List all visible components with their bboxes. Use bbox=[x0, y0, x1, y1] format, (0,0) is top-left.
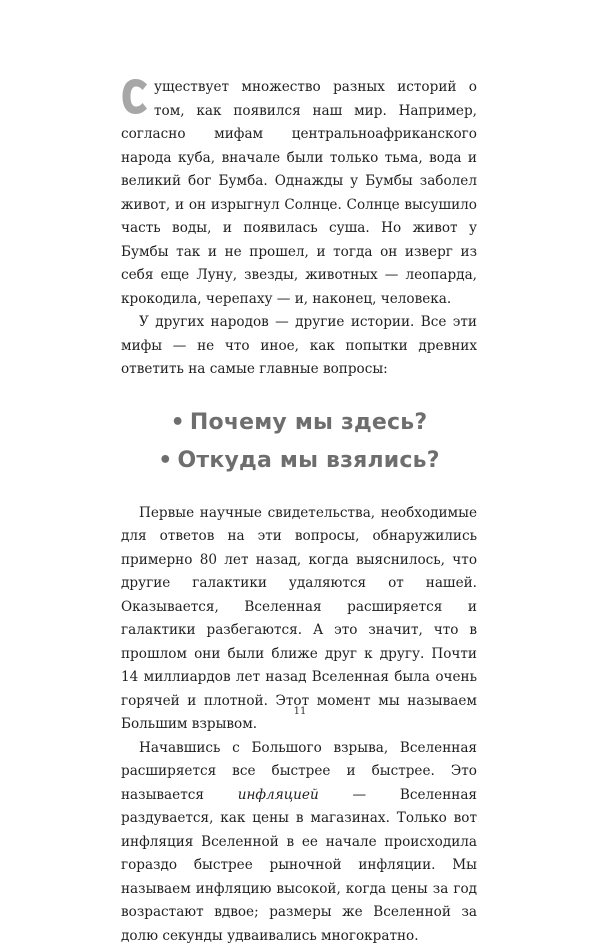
bullet-icon: • bbox=[171, 410, 185, 435]
paragraph-2: У других народов — другие истории. Все эти мифы — не что иное, как попытки древних ответить на самые главные вопросы: bbox=[121, 311, 477, 382]
question-2 bbox=[121, 442, 477, 480]
key-questions bbox=[121, 404, 477, 480]
question-1-text: Почему мы здесь? bbox=[190, 410, 427, 435]
dropcap-letter bbox=[121, 78, 149, 115]
paragraph-1-text: уществует множество разных историй о том, как появился наш мир. Например, согласно мифам центральноафриканского народа куба, вначале были только тьма, вода и великий бог Бумба. Однажды у Бумбы заболел живот, и он изрыгнул Солнце. Солнце высушило часть воды, и появилась суша. Но живот у Бумбы так и не прошел, и тогда он изверг из себя еще Луну, звезды, животных — леопарда, крокодила, черепаху — и, наконец, человека. bbox=[121, 79, 477, 307]
question-1 bbox=[121, 404, 477, 442]
paragraph-4-end: — Вселенная раздувается, как цены в магазинах. Только вот инфляция Вселенной в ее начале происходила гораздо быстрее рыночной инфляции. Мы называем инфляцию высокой, когда цены за год возрастают вдвое; размеры же Вселенной за долю секунды удваивались многократно. bbox=[121, 787, 477, 944]
body-text bbox=[121, 76, 477, 948]
dropcap-shape bbox=[121, 78, 149, 115]
question-2-text: Откуда мы взялись? bbox=[178, 448, 440, 473]
paragraph-3: Первые научные свидетельства, необходимые для ответов на эти вопросы, обнаружились примерно 80 лет назад, когда выяснилось, что другие галактики удаляются от нашей. Оказывается, Вселенная расширяется и галактики разбегаются. А это значит, что в прошлом они были ближе друг к другу. Почти 14 миллиардов лет назад Вселенная была очень горячей и плотной. Этот момент мы называем Большим взрывом. bbox=[121, 502, 477, 737]
paragraph-4-start: Начавшись с Большого взрыва, Вселенная расширяется все быстрее и быстрее. Это называется bbox=[121, 740, 477, 803]
term-inflation: инфляцией bbox=[238, 787, 319, 803]
bullet-icon: • bbox=[158, 448, 172, 473]
paragraph-4 bbox=[121, 737, 477, 948]
page-number: 11 bbox=[0, 706, 600, 717]
paragraph-1 bbox=[121, 76, 477, 311]
